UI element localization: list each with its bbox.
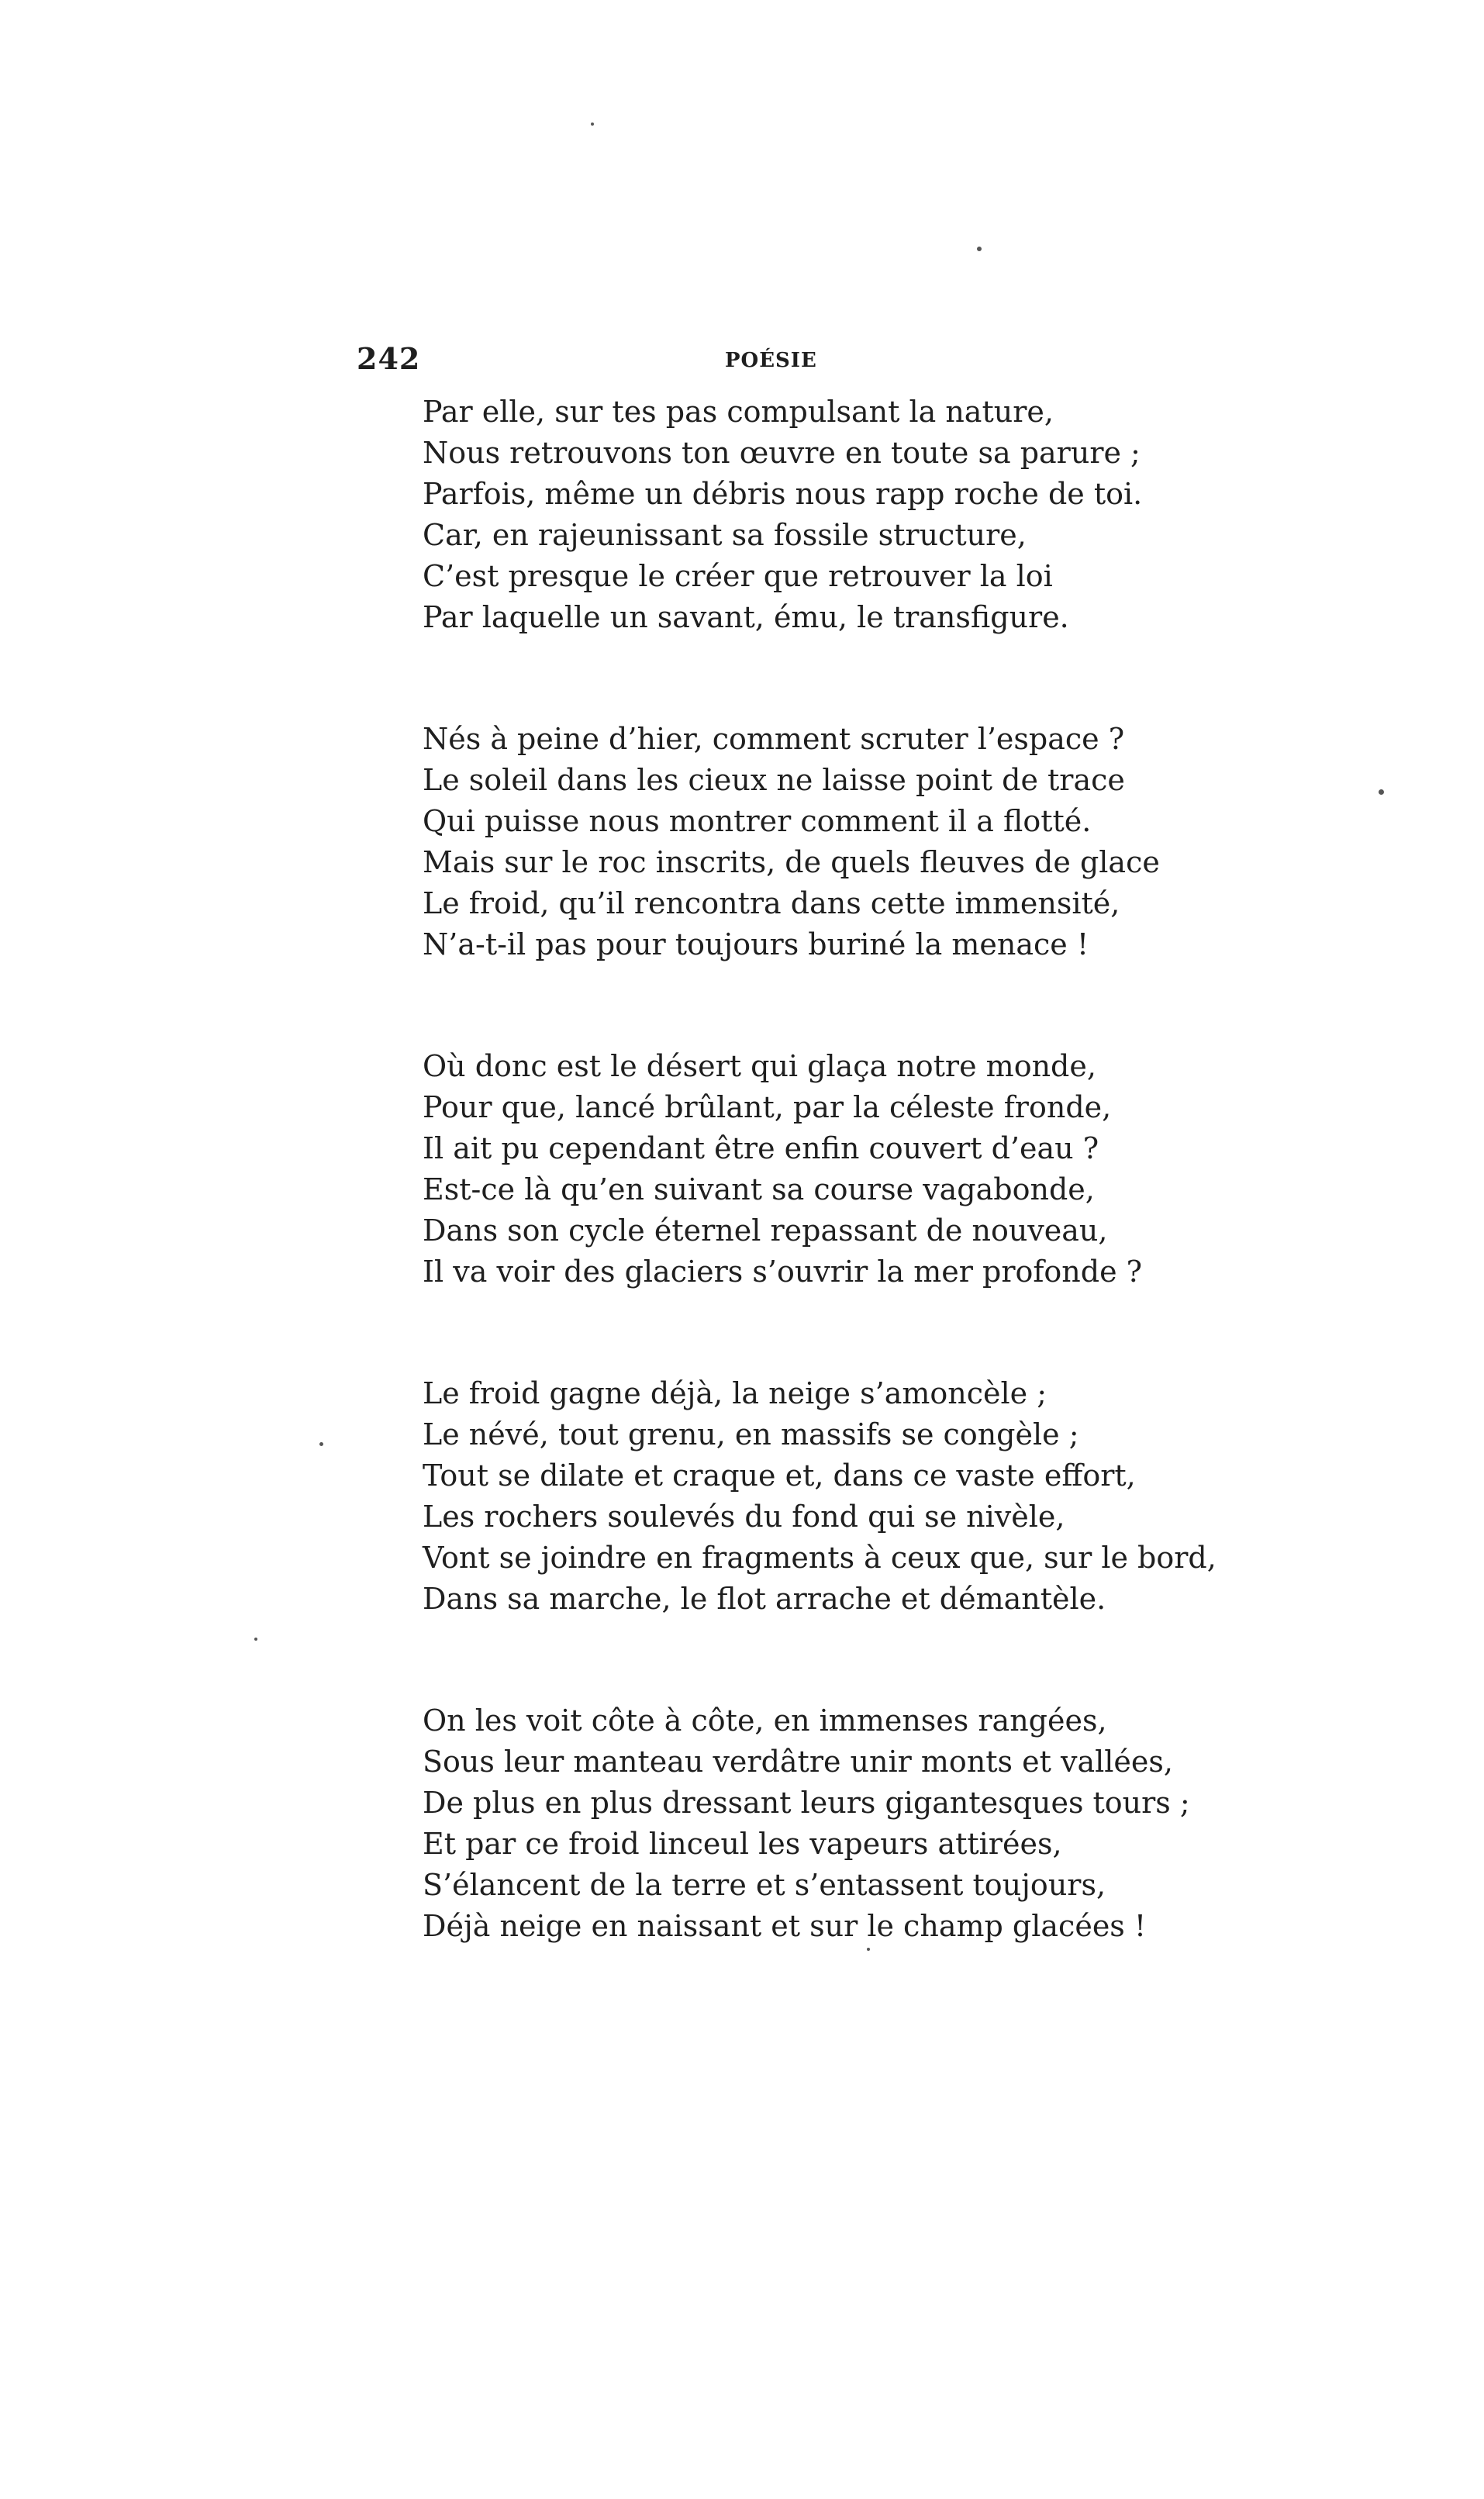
scan-speck [319,1442,323,1446]
verse-line: Par elle, sur tes pas compulsant la nature, [423,395,1054,429]
verse-line: Par laquelle un savant, ému, le transfigure. [423,600,1069,634]
verse-line: Pour que, lancé brûlant, par la céleste fronde, [423,1090,1112,1124]
scan-speck [254,1638,257,1641]
verse-line: C’est presque le créer que retrouver la loi [423,559,1053,593]
stanza-2 [423,719,1260,965]
scan-speck [867,1948,870,1951]
page-header [357,341,1171,388]
poem [423,392,1260,1947]
verse-line: Dans son cycle éternel repassant de nouveau, [423,1213,1108,1248]
verse-line: Où donc est le désert qui glaça notre monde, [423,1049,1096,1083]
verse-line: Le soleil dans les cieux ne laisse point de trace [423,763,1125,797]
verse-line: Déjà neige en naissant et sur le champ glacées ! [423,1909,1147,1943]
scan-speck [1379,789,1384,795]
verse-line: Est-ce là qu’en suivant sa course vagabonde, [423,1172,1095,1206]
verse-line: S’élancent de la terre et s’entassent toujours, [423,1868,1106,1902]
verse-line: Les rochers soulevés du fond qui se nivèle, [423,1500,1065,1534]
verse-line: Dans sa marche, le flot arrache et démantèle. [423,1582,1106,1616]
page-number: 242 [357,341,421,376]
verse-line: Le froid, qu’il rencontra dans cette immensité, [423,886,1120,920]
verse-line: Tout se dilate et craque et, dans ce vaste effort, [423,1458,1136,1493]
verse-line: Et par ce froid linceul les vapeurs attirées, [423,1827,1062,1861]
verse-line: Car, en rajeunissant sa fossile structure, [423,518,1027,552]
stanza-4 [423,1373,1260,1620]
scan-speck [591,123,594,126]
verse-line: Nés à peine d’hier, comment scruter l’espace ? [423,722,1125,756]
verse-line: N’a-t-il pas pour toujours buriné la menace ! [423,927,1089,961]
verse-line: Sous leur manteau verdâtre unir monts et vallées, [423,1745,1173,1779]
verse-line: Le névé, tout grenu, en massifs se congèle ; [423,1417,1079,1451]
verse-line: Nous retrouvons ton œuvre en toute sa parure ; [423,436,1141,470]
verse-line: Vont se joindre en fragments à ceux que, sur le bord, [423,1541,1217,1575]
verse-line: Qui puisse nous montrer comment il a flotté. [423,804,1092,838]
verse-line: Parfois, même un débris nous rapp roche de toi. [423,477,1143,511]
stanza-3 [423,1046,1260,1293]
scan-speck [977,247,982,251]
verse-line: Le froid gagne déjà, la neige s’amoncèle ; [423,1376,1047,1410]
stanza-5 [423,1700,1260,1947]
verse-line: On les voit côte à côte, en immenses rangées, [423,1703,1107,1738]
verse-line: Il ait pu cependant être enfin couvert d’eau ? [423,1131,1099,1165]
running-head: POÉSIE [725,349,817,372]
verse-line: Mais sur le roc inscrits, de quels fleuves de glace [423,845,1160,879]
verse-line: De plus en plus dressant leurs gigantesques tours ; [423,1786,1190,1820]
stanza-1 [423,392,1260,638]
verse-line: Il va voir des glaciers s’ouvrir la mer profonde ? [423,1255,1143,1289]
